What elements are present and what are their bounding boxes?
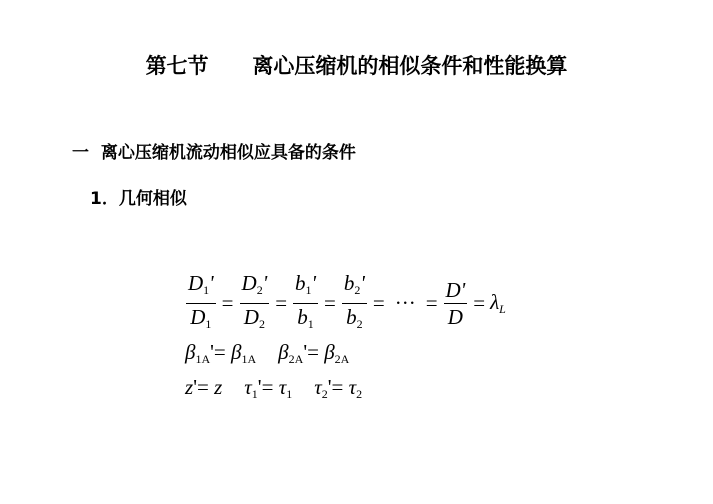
section-heading: 一 离心压缩机流动相似应具备的条件 [72,143,356,163]
scale-factor-lambda: $\lambda_L$ [490,290,506,316]
subsection-heading: 1．几何相似 [90,189,187,209]
blade-angle-similarity-equation [185,342,349,365]
geometric-similarity-ratio-equation: $\frac{D_1'}{D_1}$ = $\frac{D_2'}{D_2}$ = $\frac{b_1'}{b_1}$ = $\frac{b_2'}{b_2}$ = ··· = $\frac{D'}{D}$ = $\lambda_L$ [185,270,506,337]
ratio-d: $\frac{D'}{D}$ [445,278,466,329]
beta-1a-equality: $\beta_{1A}'= \beta_{1A}$ [185,340,257,366]
ratio-b2: $\frac{b_2'}{b_2}$ [343,271,365,331]
ratio-d2: $\frac{D_2'}{D_2}$ [241,271,268,331]
ratio-b1: $\frac{b_1'}{b_1}$ [295,271,317,331]
tau-2-equality: $\tau_2'= \tau_2$ [314,375,363,401]
blade-count-thickness-equation [185,377,362,400]
page-title: 第七节 离心压缩机的相似条件和性能换算 [145,54,568,78]
ratio-d1: $\frac{D_1'}{D_1}$ [188,271,214,331]
ellipsis: ··· [394,291,416,315]
z-equality: z'= z [185,375,223,399]
beta-2a-equality: $\beta_{2A}'= \beta_{2A}$ [278,340,350,366]
tau-1-equality: $\tau_1'= \tau_1$ [244,375,293,401]
